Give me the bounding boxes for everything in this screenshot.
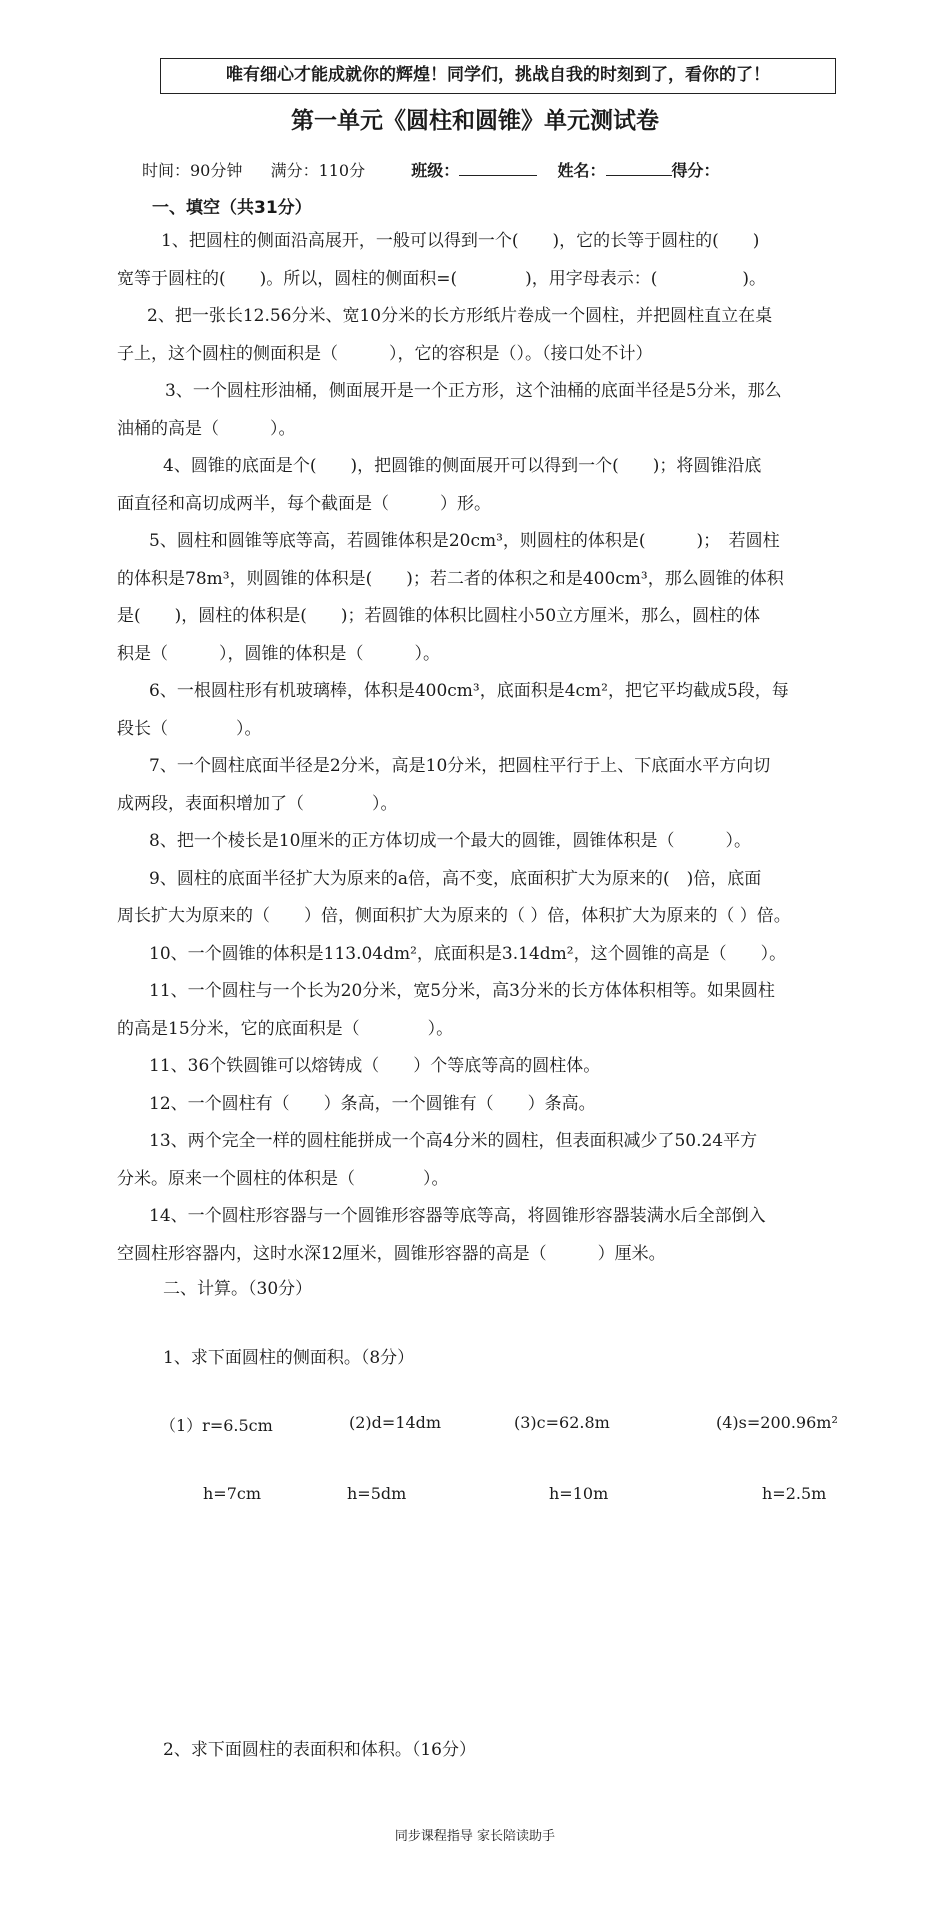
calc-item-4-given-b: h=2.5m <box>762 1484 827 1503</box>
question-line: 14、一个圆柱形容器与一个圆锥形容器等底等高，将圆锥形容器装满水后全部倒入 <box>149 1206 766 1226</box>
question-line: 11、一个圆柱与一个长为20分米，宽5分米，高3分米的长方体体积相等。如果圆柱 <box>149 981 775 1001</box>
question-line: 面直径和高切成两半，每个截面是（ ）形。 <box>117 493 491 514</box>
question-line: 5、圆柱和圆锥等底等高，若圆锥体积是20cm³，则圆柱的体积是( )； 若圆柱 <box>149 531 780 551</box>
time-info: 时间：90分钟 <box>142 161 243 180</box>
question-line: 子上，这个圆柱的侧面积是（ ），它的容积是（）。（接口处不计） <box>117 343 653 364</box>
name-blank[interactable] <box>606 161 672 176</box>
question-line: 油桶的高是（ ）。 <box>117 418 296 439</box>
questions-list <box>117 223 847 1273</box>
calc-sub-question-1: 1、求下面圆柱的侧面积。（8分） <box>163 1348 415 1368</box>
calc-item-2-given-b: h=5dm <box>347 1484 407 1503</box>
question-line: 9、圆柱的底面半径扩大为原来的a倍，高不变，底面积扩大为原来的( )倍，底面 <box>149 868 762 889</box>
calc-sub-question-2: 2、求下面圆柱的表面积和体积。（16分） <box>163 1740 476 1760</box>
name-label: 姓名： <box>557 161 606 180</box>
question-line: 7、一个圆柱底面半径是2分米，高是10分米，把圆柱平行于上、下底面水平方向切 <box>149 756 771 776</box>
question-line: 10、一个圆锥的体积是113.04dm²，底面积是3.14dm²，这个圆锥的高是（ ）。 <box>149 943 787 964</box>
question-line: 是( )，圆柱的体积是( )；若圆锥的体积比圆柱小50立方厘米，那么，圆柱的体 <box>117 606 761 626</box>
score-label: 得分： <box>671 161 720 180</box>
question-line: 12、一个圆柱有（ ）条高，一个圆锥有（ ）条高。 <box>149 1093 596 1114</box>
question-line: 6、一根圆柱形有机玻璃棒，体积是400cm³，底面积是4cm²，把它平均截成5段，每 <box>149 681 789 701</box>
class-label: 班级： <box>411 161 460 180</box>
question-line: 4、圆锥的底面是个( )，把圆锥的侧面展开可以得到一个( )；将圆锥沿底 <box>163 456 762 476</box>
question-line: 分米。原来一个圆柱的体积是（ ）。 <box>117 1168 449 1189</box>
question-line: 2、把一张长12.56分米、宽10分米的长方形纸片卷成一个圆柱，并把圆柱直立在桌 <box>147 306 773 326</box>
motivation-banner: 唯有细心才能成就你的辉煌！同学们，挑战自我的时刻到了，看你的了！ <box>160 58 836 94</box>
question-line: 的体积是78m³，则圆锥的体积是( )；若二者的体积之和是400cm³，那么圆锥的体积 <box>117 568 784 589</box>
section-fill-blank-heading: 一、填空（共31分） <box>152 198 312 218</box>
question-line: 13、两个完全一样的圆柱能拼成一个高4分米的圆柱，但表面积减少了50.24平方 <box>149 1131 758 1151</box>
calc-item-4-given-a: (4)s=200.96m² <box>716 1413 838 1432</box>
section-calc-heading: 二、计算。（30分） <box>163 1279 313 1299</box>
calc-item-3-given-b: h=10m <box>549 1484 609 1503</box>
question-line: 成两段，表面积增加了（ ）。 <box>117 793 398 814</box>
question-line: 宽等于圆柱的( )。所以，圆柱的侧面积=( )，用字母表示：( )。 <box>117 268 767 289</box>
question-line: 的高是15分米，它的底面积是（ ）。 <box>117 1018 454 1039</box>
question-line: 1、把圆柱的侧面沿高展开，一般可以得到一个( )，它的长等于圆柱的( ) <box>161 231 760 251</box>
page-footer: 同步课程指导 家长陪读助手 <box>394 1829 556 1844</box>
calc-item-1-given-a: （1）r=6.5cm <box>160 1416 273 1435</box>
calc-item-1-given-b: h=7cm <box>203 1484 262 1503</box>
question-line: 段长（ ）。 <box>117 718 262 739</box>
calc-item-2-given-a: (2)d=14dm <box>349 1413 442 1432</box>
calc-item-3-given-a: (3)c=62.8m <box>514 1413 610 1432</box>
question-line: 周长扩大为原来的（ ）倍，侧面积扩大为原来的（ ）倍，体积扩大为原来的（ ）倍。 <box>117 906 791 926</box>
question-line: 3、一个圆柱形油桶，侧面展开是一个正方形，这个油桶的底面半径是5分米，那么 <box>165 381 782 401</box>
question-line: 空圆柱形容器内，这时水深12厘米，圆锥形容器的高是（ ）厘米。 <box>117 1243 666 1264</box>
question-line: 11、36个铁圆锥可以熔铸成（ ）个等底等高的圆柱体。 <box>149 1056 601 1076</box>
question-line: 8、把一个棱长是10厘米的正方体切成一个最大的圆锥，圆锥体积是（ ）。 <box>149 831 751 851</box>
question-line: 积是（ ），圆锥的体积是（ ）。 <box>117 643 440 664</box>
page-title: 第一单元《圆柱和圆锥》单元测试卷 <box>291 108 659 134</box>
class-blank[interactable] <box>459 161 537 176</box>
exam-info-row <box>142 158 720 181</box>
full-score-info: 满分：110分 <box>270 161 366 180</box>
